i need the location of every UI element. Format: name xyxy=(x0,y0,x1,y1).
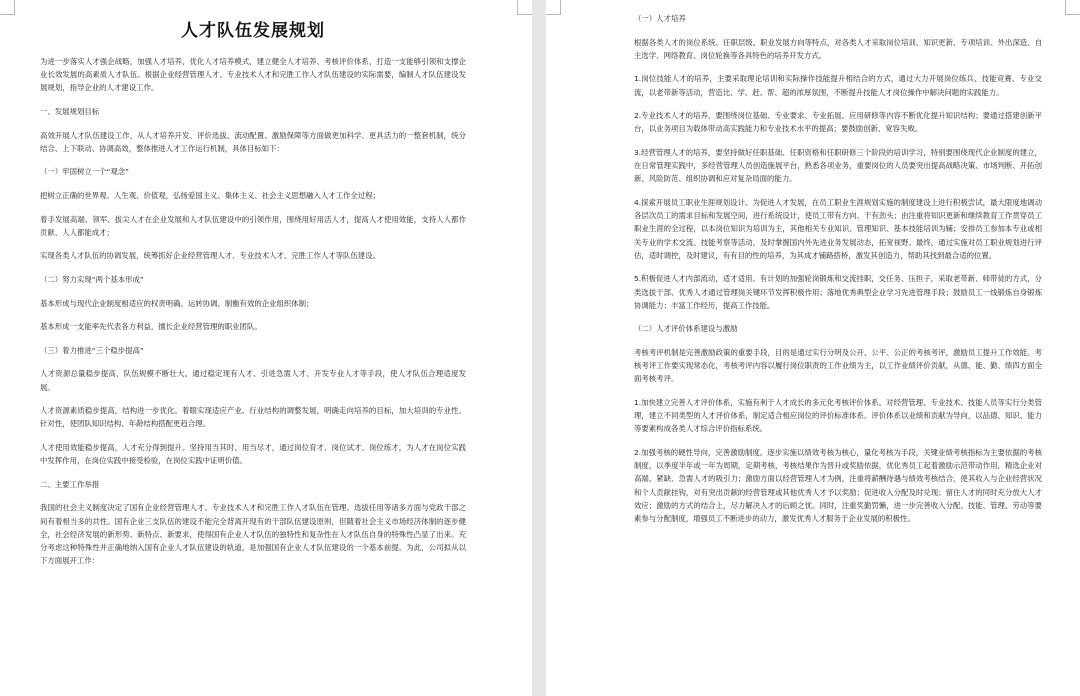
crop-mark-top-left xyxy=(0,0,15,15)
paragraph: 人才资源总量稳步提高，队伍规模不断壮大。通过稳定现有人才、引进急需人才、开发专业人才等手段，使人才队伍合理适度发展。 xyxy=(40,369,466,392)
document-page-left xyxy=(0,0,532,696)
section-heading: （二）人才评价体系建设与激励 xyxy=(634,324,738,334)
paragraph: 基本形成一支能率先代表各方利益，擅长企业经营管理的职业团队。 xyxy=(40,322,262,332)
paragraph: 高效开展人才队伍建设工作，从人才培养开发、评价选拔、流动配置、激励保障等方面做更加科学、更具活力的一整套机制，统分结合、上下联动、协调高效，整体推进人才工作运行机制，具体目标如下： xyxy=(40,130,466,153)
paragraph: 1.加快建立完善人才评价体系，实施有利于人才成长的多元化考核评价体系。对经营管理、专业技术、技能人员等实行分类管理，建立不同类型的人才评价体系，制定适合相应岗位的评价标准体系。评价体系以业绩和贡献为导向，以品德、知识、能力等要素构成各类人才综合评价指标系统。 xyxy=(634,397,1042,434)
paragraph: 考核考评机制是完善激励政策的重要手段，目的是通过实行分明及公开、公平、公正的考核考评，激励员工提升工作效能。考核考评工作要实现常态化，考核考评内容以履行岗位职责的工作业绩为主，以工作业绩评价贡献，从德、能、勤、绩四方面全面考核考评。 xyxy=(634,347,1042,384)
section-heading: （一）牢固树立一个“观念” xyxy=(40,167,129,177)
paragraph: 根据各类人才的岗位系统、任职层级、职业发展方向等特点，对各类人才采取岗位培训、知识更新、专项培训、外出深造、自主选学、网络教育、岗位轮换等各具特色的培养开发方式。 xyxy=(634,37,1042,60)
paragraph: 5.积极促进人才内部流动，适才适用。有计划的加强轮岗锻炼和交流挂职，交任务、压担子，采取老带新、师带徒的方式，分类选拔干部、优秀人才通过管理岗关键环节发挥积极作用；落地优秀典型企业学习先进管理手段；鼓励员工一线锻炼自身锻炼协调能力；丰富工作经历，提高工作技能。 xyxy=(634,274,1042,310)
paragraph: 着手发展高端、领军、拔尖人才在企业发展和人才队伍建设中的引领作用，围绕用好用活人才，提高人才使用效能，支持人人都作贡献、人人都能成才； xyxy=(40,214,466,237)
section-heading: （一）人才培养 xyxy=(634,14,686,23)
document-page-right xyxy=(546,0,1080,696)
right-page-body xyxy=(634,12,1042,525)
crop-mark-top-right xyxy=(1065,0,1080,15)
paragraph: 3.经营管理人才的培养，要坚持做好任职基础、任职资格和任职研修三个阶段的培训学习，特别要围绕现代企业制度的建立，在日常管理实践中，多经营管理人员创造施展平台，熟悉各项业务，重要岗位的人员要突出提高战略决策、市场判断、开拓创新、风险防范、组织协调和应对复杂局面的能力。 xyxy=(634,147,1042,184)
paragraph: 2.加强考核的硬性导向，完善激励制度。逐步实施以绩效考核为核心，量化考核为手段，关键业绩考核指标为主要依据的考核制度，以季度半年或一年为周期，定期考核，考核结果作为晋升或奖励依据，优化秀员工起着激励示范带动作用，精选企业对高端、紧缺、急需人才的吸引力；激励方面以经营管理人才为例，注重将薪酬待遇与绩效考核结合，使其收入与企业经营状况和个人贡献挂钩，对有突出贡献的经营管理或其他优秀人才予以奖励；促进收入分配及时兑现；留住人才的同时充分放大人才效应；激励的方式的结合上，尽力解决人才的后顾之忧。同时，注重奖勤罚懒，进一步完善收入分配、技能、管理、劳动等要素参与分配制度，增强员工不断进步的动力，激发优秀人才服务于企业发展的积极性。 xyxy=(634,447,1042,523)
section-heading: （二）努力实现“两个基本形成” xyxy=(40,274,144,284)
document-title: 人才队伍发展规划 xyxy=(181,21,325,41)
paragraph: 为进一步落实人才强企战略，加强人才培养，优化人才培养模式，建立健全人才培养、考核评价体系，打造一支能够引领和支撑企业长效发展的高素质人才队伍。根据企业经营管理人才、专业技术人才和完胜工作人才队伍建设的实际需要，编制人才队伍建设发展规划，指导企业的人才建设工作。 xyxy=(40,57,466,93)
paragraph: 把树立正确的世界观、人生观、价值观，弘扬爱国主义、集体主义、社会主义思想融入人才工作全过程； xyxy=(40,190,380,200)
paragraph: 人才使用效能稳步提高，人才充分得到提升。坚持用当其时、用当尽才，通过岗位育才、岗位试才、岗位练才，为人才在岗位实践中发挥作用，在岗位实践中接受检验，在岗位实践中证明价值。 xyxy=(40,442,466,466)
section-heading: 二、主要工作举措 xyxy=(40,479,100,489)
paragraph: 1.岗位技能人才的培养，主要采取理论培训和实际操作技能提升相结合的方式，通过大力开展岗位练兵、技能竞赛、专业交流，以老带新等活动，营造比、学、赶、帮、超的浓厚氛围，不断提升技能人才岗位操作中解决问题的实践能力。 xyxy=(634,74,1042,97)
crop-mark-top-right xyxy=(517,0,532,15)
crop-mark-top-left xyxy=(546,0,561,15)
section-heading: （三）着力推进“三个稳步提高” xyxy=(40,345,144,355)
paragraph: 实现各类人才队伍的协调发展，统筹抓好企业经营管理人才、专业技术人才、完胜工作人才等队伍建设。 xyxy=(40,251,380,261)
paragraph: 4.探索开展员工职业生涯规划设计。为促进人才发展，在员工职业生涯规划实施的制度建设上进行积极尝试，最大限度地调动各层次员工的需求目标和发展空间，进行系统设计，使员工带有方向、干有劲头；由注重将知识更新和继续教育工作贯穿员工职业生涯的全过程，以本岗位知识为培训为主，其他相关专业知识、管理知识、基本技能培训为辅；安排员工参加本专业或相关专业的学术交流、技能考察等活动，及时掌握国内外先进业务发展动态，拓宽视野。最终，通过实施对员工职业规划进行评估，适时调控，及时建议，有有目的性的培养，为其成才铺路搭桥，激发其创造力，帮助其找到最合适的位置。 xyxy=(634,197,1042,260)
paragraph: 基本形成与现代企业制度相适应的权责明确、运转协调、制衡有效的企业组织体制； xyxy=(40,298,314,308)
left-page-body xyxy=(40,55,466,567)
paragraph: 人才资源素质稳步提高，结构进一步优化。着眼实现适应产业、行业结构的调整发展，明确走向培养的目标，加大培训的专业性、针对性，使团队知识结构、年龄结构搭配更趋合理。 xyxy=(40,406,466,429)
paragraph: 2.专业技术人才的培养，要围绕岗位基础、专业要求、专业拓展、应用研修等内容不断优化提升知识结构；要通过搭建创新平台，以业务项目为载体带动高实践能力和专业技术水平的提高；要鼓励创新、宽容失败。 xyxy=(634,111,1042,134)
paragraph: 我国的社会主义制度决定了国有企业经营管理人才、专业技术人才和完胜工作人才队伍在管理、选拔任用等诸多方面与党政干部之间有着相当多的共性。国有企业三支队伍的建设不能完全背离开现有的干部队伍建设原则，但随着社会主义市场经济体制的逐步健全，社会经济发展的新形势、新特点、新要求，使得国有企业人才队伍的独特性和复杂性在人才队伍自身的特殊性凸显了出来。充分考虑这种特殊性并正确地纳入国有企业人才队伍建设的轨道，是加强国有企业人才队伍建设的一个基本前提。为此，公司拟从以下方面展开工作： xyxy=(40,503,466,566)
section-heading: 一、发展规划目标 xyxy=(40,107,100,116)
